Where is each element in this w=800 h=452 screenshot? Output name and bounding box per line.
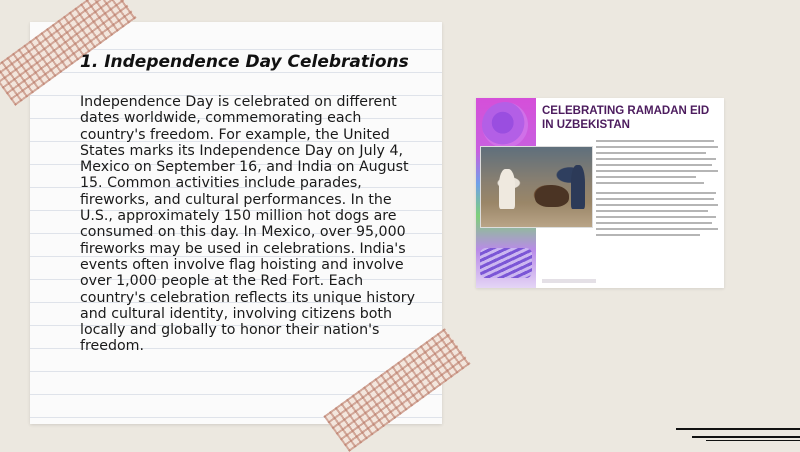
slide-body-text: Independence Day is celebrated on different dates worldwide, commemorating each country's freedom. For example, the United States marks its Independence Day on July 4, Mexico on September 16, and India on August 15. Common activities include parades, fireworks, and cultural performances. In the U.S., approximately 150 million hot dogs are consumed on this day. In Mexico, over 95,000 fireworks may be used in celebrations. India's events often involve flag hoisting and involve over 1,000 people at the Red Fort. Each country's celebration reflects its unique history and cultural identity, involving citizens both locally and globally to honor their nation's freedom. bbox=[80, 94, 416, 355]
decorative-line bbox=[706, 440, 800, 441]
card-faint-text-graphic bbox=[542, 276, 602, 286]
card-heading: CELEBRATING RAMADAN EID IN UZBEKISTAN bbox=[542, 105, 710, 131]
photo-person bbox=[499, 169, 515, 209]
photo-person-2 bbox=[571, 165, 585, 209]
image-card bbox=[476, 98, 724, 288]
purple-disc-graphic bbox=[482, 102, 528, 148]
slide-title: 1. Independence Day Celebrations bbox=[80, 52, 409, 72]
festival-photo bbox=[480, 146, 593, 228]
photo-animal bbox=[535, 185, 569, 207]
decorative-line bbox=[692, 436, 800, 438]
purple-wave-graphic bbox=[480, 248, 532, 278]
decorative-line bbox=[676, 428, 800, 430]
card-body-text-graphic bbox=[596, 138, 720, 258]
